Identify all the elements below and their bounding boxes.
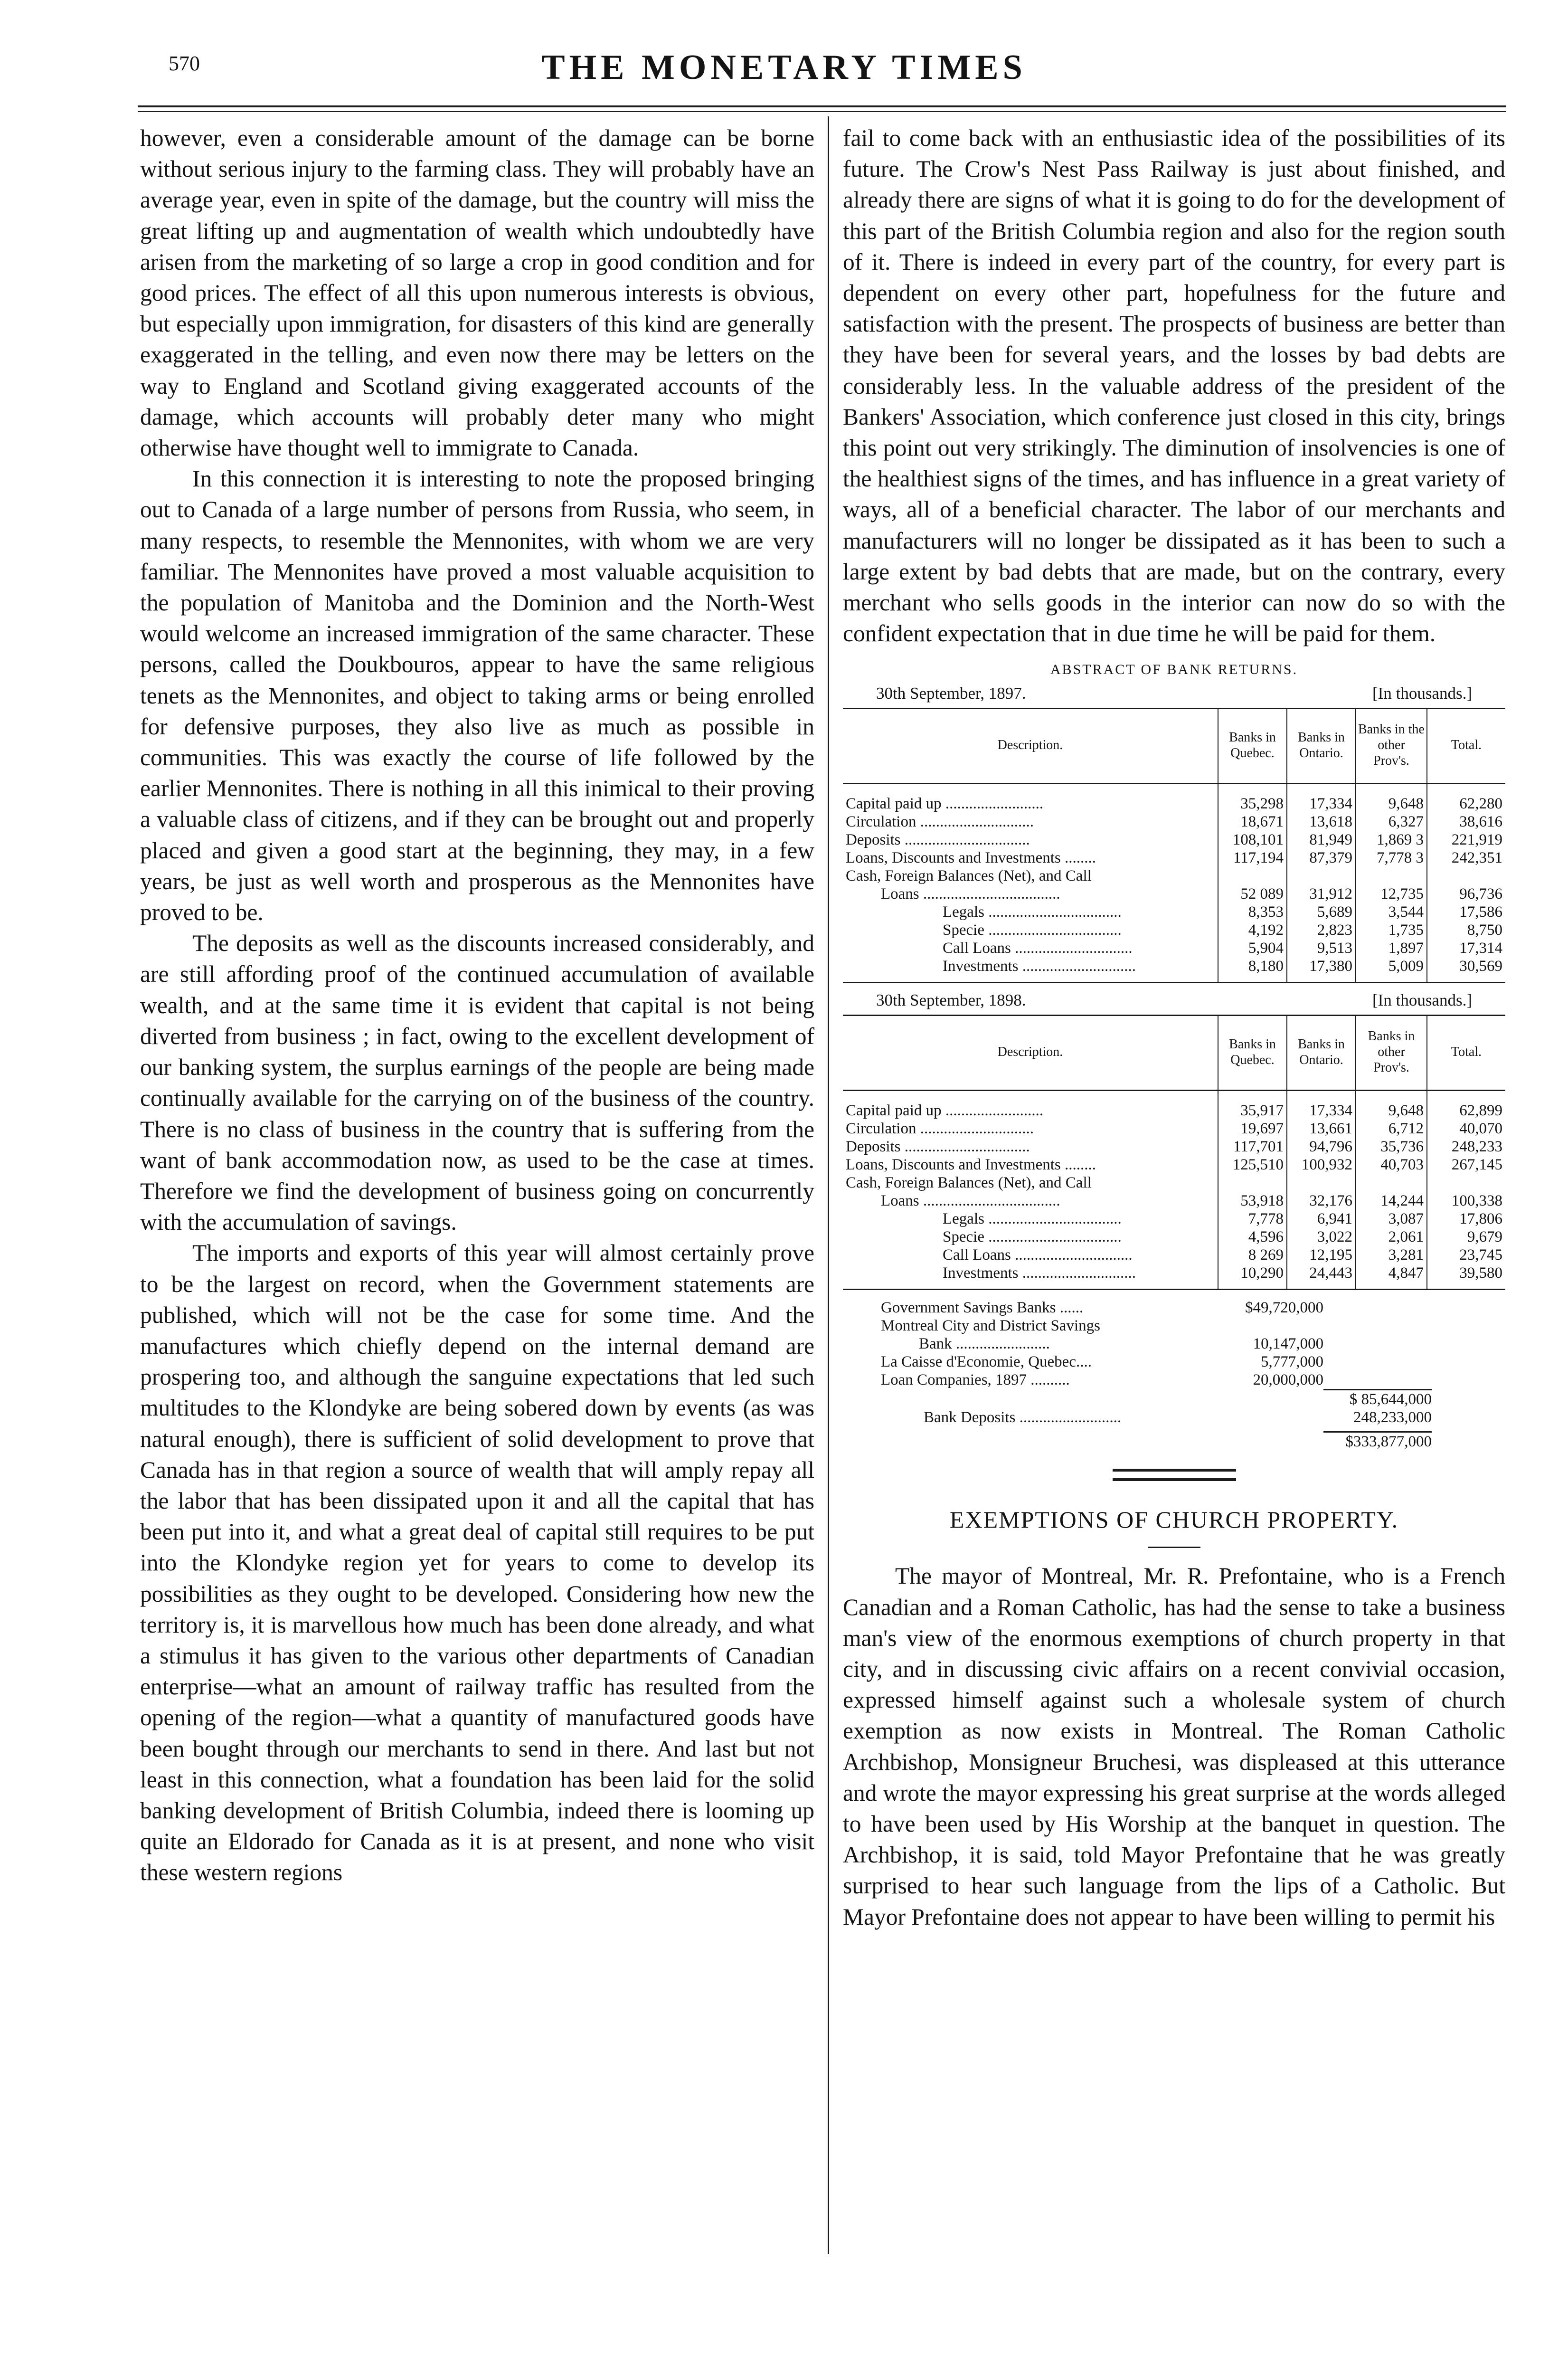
cell-quebec: 10,290 xyxy=(1218,1264,1287,1290)
cell-other: 4,847 xyxy=(1356,1264,1427,1290)
cell-quebec: 19,697 xyxy=(1218,1120,1287,1138)
table-header-row xyxy=(843,1016,1505,1091)
cell-quebec: 8,353 xyxy=(1218,903,1287,921)
savings-label: Bank ........................ xyxy=(919,1335,1050,1353)
row-label: Loans, Discounts and Investments ........ xyxy=(846,1156,1096,1174)
column-header: Description. xyxy=(997,1045,1063,1060)
row-label: Capital paid up ......................... xyxy=(846,1102,1044,1120)
row-label: Legals .................................. xyxy=(943,1210,1122,1228)
table-units: [In thousands.] xyxy=(1372,684,1472,703)
row-label-text: Specie xyxy=(943,922,984,939)
table-row xyxy=(843,784,1505,813)
cell-total: 17,314 xyxy=(1427,939,1505,957)
cell-quebec: 117,701 xyxy=(1218,1138,1287,1156)
savings-subtotal: $ 85,644,000 xyxy=(1323,1389,1432,1408)
article-paragraph: The imports and exports of this year will almost certainly prove to be the largest on record, when the Government statements are published, which will not be the case for some time. And the manufactures which chiefly depend on the internal demand are prospering too, and although the sanguine expectations that led such multitudes to the Klondyke are being sobered down by events (as was natural enough), there is sufficient of solid development to prove that Canada has in that region a source of wealth that will amply repay all the labor that has been dissipated upon it and all the capital that has been put into it, and what a great deal of capital still requires to be put into the Klondyke region yet for years to come to develop its possibilities as they ought to be developed. Considering how new the territory is, it is marvellous how much has been done already, and what a stimulus it has given to the various other departments of Canadian enterprise—what an amount of railway traffic has resulted from the opening of the region—what a quantity of manufactured goods have been bought through our merchants to send in there. And last but not least in this connection, what a foundation has been laid for the solid banking development of British Columbia, indeed there is looming up quite an Eldorado for Canada as it is at present, and none who visit these western regions xyxy=(140,1240,814,1886)
table-row xyxy=(843,1246,1505,1264)
cell-quebec: 108,101 xyxy=(1218,831,1287,849)
cell-total: 40,070 xyxy=(1427,1120,1505,1138)
article-paragraph: In this connection it is interesting to note the proposed bringing out to Canada of a large number of persons from Russia, who seem, in many respects, to resemble the Mennonites, with whom we are very familiar. The Mennonites have proved a most valuable acquisition to the population of Manitoba and the Dominion and the North-West would welcome an increased immigration of the same character. These persons, called the Doukbouros, appear to have the same religious tenets as the Mennonites, and object to taking arms or being enrolled for defensive purposes, they also live as much as possible in communities. This was exactly the course of life followed by the earlier Mennonites. There is nothing in all this inimical to their proving a valuable class of citizens, and if they can be brought out and properly placed and given a good start at the beginning, they may, in a few years, be just as well worth and prosperous as the Mennonites have proved to be. xyxy=(140,466,814,926)
table-row xyxy=(843,1138,1505,1156)
column-header: Banks in the other Prov's. xyxy=(1356,709,1427,784)
savings-label: Loan Companies, 1897 .......... xyxy=(881,1371,1070,1389)
column-divider xyxy=(828,116,829,2254)
cell-quebec: 35,298 xyxy=(1218,784,1287,813)
cell-total xyxy=(1427,867,1505,885)
cell-other: 5,009 xyxy=(1356,957,1427,983)
cell-other xyxy=(1356,867,1427,885)
savings-label: Government Savings Banks ...... xyxy=(881,1299,1084,1317)
cell-quebec: 8 269 xyxy=(1218,1246,1287,1264)
cell-other: 12,735 xyxy=(1356,885,1427,903)
abstract-heading: ABSTRACT OF BANK RETURNS. xyxy=(1050,662,1298,678)
cell-other: 2,061 xyxy=(1356,1228,1427,1246)
cell-quebec: 7,778 xyxy=(1218,1210,1287,1228)
table-row xyxy=(843,957,1505,983)
table-row xyxy=(843,1120,1505,1138)
table-row xyxy=(843,1192,1505,1210)
savings-summary xyxy=(843,1299,1432,1451)
column-header: Banks in Quebec. xyxy=(1218,1016,1287,1091)
cell-ontario: 81,949 xyxy=(1287,831,1356,849)
column-header: Banks in other Prov's. xyxy=(1356,1016,1427,1091)
row-label-text: Call Loans xyxy=(943,940,1011,957)
cell-quebec: 8,180 xyxy=(1218,957,1287,983)
row-label-text: Specie xyxy=(943,1228,984,1246)
cell-other: 1,897 xyxy=(1356,939,1427,957)
dateline-1897 xyxy=(843,682,1505,705)
row-label-text: Deposits xyxy=(846,1138,901,1156)
cell-other: 3,087 xyxy=(1356,1210,1427,1228)
savings-label: Montreal City and District Savings xyxy=(881,1317,1100,1335)
row-label-text: Loans xyxy=(881,1192,919,1210)
table-row xyxy=(843,813,1505,831)
row-label-text: Circulation xyxy=(846,813,916,831)
savings-label: Bank Deposits .......................... xyxy=(924,1409,1122,1426)
row-label: Legals .................................. xyxy=(943,903,1122,921)
header-rule-top xyxy=(138,105,1506,107)
cell-total: 17,806 xyxy=(1427,1210,1505,1228)
row-label: Circulation ............................. xyxy=(846,1120,1034,1138)
cell-quebec: 4,192 xyxy=(1218,921,1287,939)
savings-label: La Caisse d'Economie, Quebec.... xyxy=(881,1353,1092,1371)
article-paragraph: fail to come back with an enthusiastic idea of the possibilities of its future. The Crow's Nest Pass Railway is just about finished, and already there are signs of what it is going to do for the development of this part of the British Columbia region and also for the region south of it. There is indeed in every part of the country, for every part is dependent on every other part, hopefulness for the future and satisfaction with the present. The prospects of business are better than they have been for several years, and the losses by bad debts are considerably less. In the valuable address of the president of the Bankers' Association, which conference just closed in this city, brings this point out very strikingly. The diminution of insolvencies is one of the healthiest signs of the times, and has influence in a great variety of ways, all of a beneficial character. The labor of our merchants and manufacturers will no longer be dissipated as it has been to such a large extent by bad debts that are made, but on the contrary, every merchant who sells goods in the interior can now do so with the confident expectation that in due time he will be paid for them. xyxy=(843,125,1505,647)
bank-returns-table-1898 xyxy=(843,1015,1505,1290)
row-label-text: Legals xyxy=(943,903,984,921)
table-row xyxy=(843,1174,1505,1192)
column-header: Banks in Ontario. xyxy=(1287,709,1356,784)
cell-ontario: 12,195 xyxy=(1287,1246,1356,1264)
savings-row xyxy=(881,1389,1432,1408)
cell-total: 8,750 xyxy=(1427,921,1505,939)
table-row xyxy=(843,849,1505,867)
cell-other: 35,736 xyxy=(1356,1138,1427,1156)
table-row xyxy=(843,831,1505,849)
cell-total xyxy=(1427,1174,1505,1192)
cell-quebec: 117,194 xyxy=(1218,849,1287,867)
cell-ontario: 2,823 xyxy=(1287,921,1356,939)
section-title: EXEMPTIONS OF CHURCH PROPERTY. xyxy=(949,1506,1399,1533)
cell-ontario xyxy=(1287,867,1356,885)
cell-quebec: 4,596 xyxy=(1218,1228,1287,1246)
cell-ontario: 17,334 xyxy=(1287,784,1356,813)
savings-row xyxy=(881,1299,1432,1317)
cell-total: 30,569 xyxy=(1427,957,1505,983)
row-label: Cash, Foreign Balances (Net), and Call xyxy=(846,867,1092,885)
cell-other: 9,648 xyxy=(1356,784,1427,813)
row-label: Cash, Foreign Balances (Net), and Call xyxy=(846,1174,1092,1192)
table-row xyxy=(843,1091,1505,1120)
savings-value: $49,720,000 xyxy=(1245,1299,1323,1317)
header-rule-bottom xyxy=(138,111,1506,112)
row-label-text: Legals xyxy=(943,1210,984,1228)
cell-ontario xyxy=(1287,1174,1356,1192)
column-header: Total. xyxy=(1427,709,1505,784)
table-row xyxy=(843,885,1505,903)
savings-row xyxy=(881,1353,1432,1371)
table-row xyxy=(843,1156,1505,1174)
table-units: [In thousands.] xyxy=(1372,991,1472,1010)
savings-row xyxy=(881,1408,1432,1426)
column-header: Total. xyxy=(1427,1016,1505,1091)
page-number: 570 xyxy=(169,52,200,75)
cell-ontario: 5,689 xyxy=(1287,903,1356,921)
cell-quebec: 18,671 xyxy=(1218,813,1287,831)
row-label: Deposits ................................ xyxy=(846,831,1030,849)
cell-quebec: 35,917 xyxy=(1218,1091,1287,1120)
row-label-text: Call Loans xyxy=(943,1246,1011,1264)
article-paragraph: The mayor of Montreal, Mr. R. Prefontaine, who is a French Canadian and a Roman Catholic, has had the sense to take a business man's view of the enormous exemptions of church property in that city, and in discussing civic affairs on a recent convivial occasion, expressed himself against such a wholesale system of church exemption as now exists in Montreal. The Roman Catholic Archbishop, Monsigneur Bruchesi, was displeased at this utterance and wrote the mayor expressing his great surprise at the words alleged to have been used by His Worship at the banquet in question. The Archbishop, it is said, told Mayor Prefontaine that he was greatly surprised to hear such language from the lips of a Catholic. But Mayor Prefontaine does not appear to have been willing to permit his xyxy=(843,1563,1505,1930)
cell-ontario: 17,380 xyxy=(1287,957,1356,983)
cell-total: 248,233 xyxy=(1427,1138,1505,1156)
row-label: Investments ............................. xyxy=(943,1264,1136,1282)
section-divider xyxy=(1113,1469,1236,1481)
right-column xyxy=(843,123,1505,1932)
masthead: THE MONETARY TIMES xyxy=(541,48,1027,87)
cell-total: 267,145 xyxy=(1427,1156,1505,1174)
cell-other: 6,712 xyxy=(1356,1120,1427,1138)
left-column xyxy=(140,123,814,1888)
savings-value: 248,233,000 xyxy=(1353,1409,1432,1426)
row-label-text: Deposits xyxy=(846,831,901,849)
cell-other: 7,778 3 xyxy=(1356,849,1427,867)
cell-other: 3,544 xyxy=(1356,903,1427,921)
cell-total: 242,351 xyxy=(1427,849,1505,867)
cell-total: 100,338 xyxy=(1427,1192,1505,1210)
title-underline xyxy=(1148,1547,1200,1548)
cell-total: 96,736 xyxy=(1427,885,1505,903)
bank-returns-table-1897 xyxy=(843,708,1505,983)
row-label: Loans ................................... xyxy=(881,1192,1060,1210)
row-label: Investments ............................. xyxy=(943,958,1136,975)
cell-quebec xyxy=(1218,867,1287,885)
row-label: Loans, Discounts and Investments ........ xyxy=(846,849,1096,867)
table-row xyxy=(843,867,1505,885)
row-label-text: Investments xyxy=(943,1264,1019,1282)
cell-ontario: 17,334 xyxy=(1287,1091,1356,1120)
cell-ontario: 3,022 xyxy=(1287,1228,1356,1246)
savings-row xyxy=(881,1317,1432,1335)
column-header: Description. xyxy=(997,738,1063,753)
cell-ontario: 94,796 xyxy=(1287,1138,1356,1156)
cell-ontario: 9,513 xyxy=(1287,939,1356,957)
cell-ontario: 100,932 xyxy=(1287,1156,1356,1174)
row-label: Specie .................................. xyxy=(943,922,1122,939)
cell-other: 14,244 xyxy=(1356,1192,1427,1210)
savings-value: 5,777,000 xyxy=(1260,1353,1323,1371)
cell-other: 40,703 xyxy=(1356,1156,1427,1174)
cell-total: 221,919 xyxy=(1427,831,1505,849)
cell-ontario: 87,379 xyxy=(1287,849,1356,867)
savings-value: 20,000,000 xyxy=(1253,1371,1323,1389)
cell-other: 9,648 xyxy=(1356,1091,1427,1120)
cell-quebec: 5,904 xyxy=(1218,939,1287,957)
table-row xyxy=(843,939,1505,957)
cell-quebec: 125,510 xyxy=(1218,1156,1287,1174)
cell-total: 38,616 xyxy=(1427,813,1505,831)
article-paragraph: however, even a considerable amount of the damage can be borne without serious injury to the farming class. They will probably have an average year, even in spite of the damage, but the country will miss the great lifting up and augmentation of wealth which undoubtedly have arisen from the marketing of so large a crop in good condition and for good prices. The effect of all this upon numerous interests is obvious, but especially upon immigration, for disasters of this kind are generally exaggerated in the telling, and even now there may be letters on the way to England and Scotland giving exaggerated accounts of the damage, which accounts will probably deter many who might otherwise have thought well to immigrate to Canada. xyxy=(140,125,814,461)
table-row xyxy=(843,1210,1505,1228)
cell-ontario: 13,618 xyxy=(1287,813,1356,831)
table-header-row xyxy=(843,709,1505,784)
cell-quebec xyxy=(1218,1174,1287,1192)
cell-total: 62,899 xyxy=(1427,1091,1505,1120)
cell-total: 23,745 xyxy=(1427,1246,1505,1264)
table-row xyxy=(843,1264,1505,1290)
row-label-text: Loans xyxy=(881,885,919,903)
cell-total: 9,679 xyxy=(1427,1228,1505,1246)
cell-ontario: 6,941 xyxy=(1287,1210,1356,1228)
cell-other: 3,281 xyxy=(1356,1246,1427,1264)
row-label: Call Loans .............................. xyxy=(943,1246,1133,1264)
table-date: 30th September, 1897. xyxy=(876,684,1026,703)
cell-ontario: 32,176 xyxy=(1287,1192,1356,1210)
cell-ontario: 31,912 xyxy=(1287,885,1356,903)
cell-total: 39,580 xyxy=(1427,1264,1505,1290)
cell-ontario: 24,443 xyxy=(1287,1264,1356,1290)
column-header: Banks in Quebec. xyxy=(1218,709,1287,784)
column-header: Banks in Ontario. xyxy=(1287,1016,1356,1091)
cell-other: 1,735 xyxy=(1356,921,1427,939)
article-paragraph: The deposits as well as the discounts increased considerably, and are still affording proof of the continued accumulation of available wealth, and at the same time it is evident that capital is not being diverted from business ; in fact, owing to the excellent development of our banking system, the surplus earnings of the people are being made continually available for the carrying on of the business of the country. There is no class of business in the country that is suffering from the want of bank accommodation now, as used to be the case at times. Therefore we find the development of business going on concurrently with the accumulation of savings. xyxy=(140,930,814,1235)
savings-grand-total: $333,877,000 xyxy=(1323,1431,1432,1451)
cell-other: 6,327 xyxy=(1356,813,1427,831)
row-label: Call Loans .............................. xyxy=(943,940,1133,957)
savings-value: 10,147,000 xyxy=(1253,1335,1324,1353)
table-row xyxy=(843,1228,1505,1246)
table-row xyxy=(843,921,1505,939)
table-date: 30th September, 1898. xyxy=(876,991,1026,1010)
dateline-1898 xyxy=(843,989,1505,1012)
row-label-text: Capital paid up xyxy=(846,795,942,813)
row-label-text: Loans, Discounts and Investments xyxy=(846,849,1061,867)
cell-other xyxy=(1356,1174,1427,1192)
row-label-text: Investments xyxy=(943,958,1019,975)
cell-other: 1,869 3 xyxy=(1356,831,1427,849)
cell-ontario: 13,661 xyxy=(1287,1120,1356,1138)
savings-row xyxy=(881,1431,1432,1451)
row-label: Loans ................................... xyxy=(881,885,1060,903)
cell-total: 62,280 xyxy=(1427,784,1505,813)
cell-quebec: 52 089 xyxy=(1218,885,1287,903)
savings-row xyxy=(881,1371,1432,1389)
table-row xyxy=(843,903,1505,921)
cell-total: 17,586 xyxy=(1427,903,1505,921)
row-label: Specie .................................. xyxy=(943,1228,1122,1246)
row-label-text: Loans, Discounts and Investments xyxy=(846,1156,1061,1174)
row-label-text: Circulation xyxy=(846,1120,916,1138)
cell-quebec: 53,918 xyxy=(1218,1192,1287,1210)
row-label: Circulation ............................. xyxy=(846,813,1034,831)
row-label: Capital paid up ......................... xyxy=(846,795,1044,813)
savings-row xyxy=(881,1335,1432,1353)
row-label: Deposits ................................ xyxy=(846,1138,1030,1156)
row-label-text: Capital paid up xyxy=(846,1102,942,1120)
